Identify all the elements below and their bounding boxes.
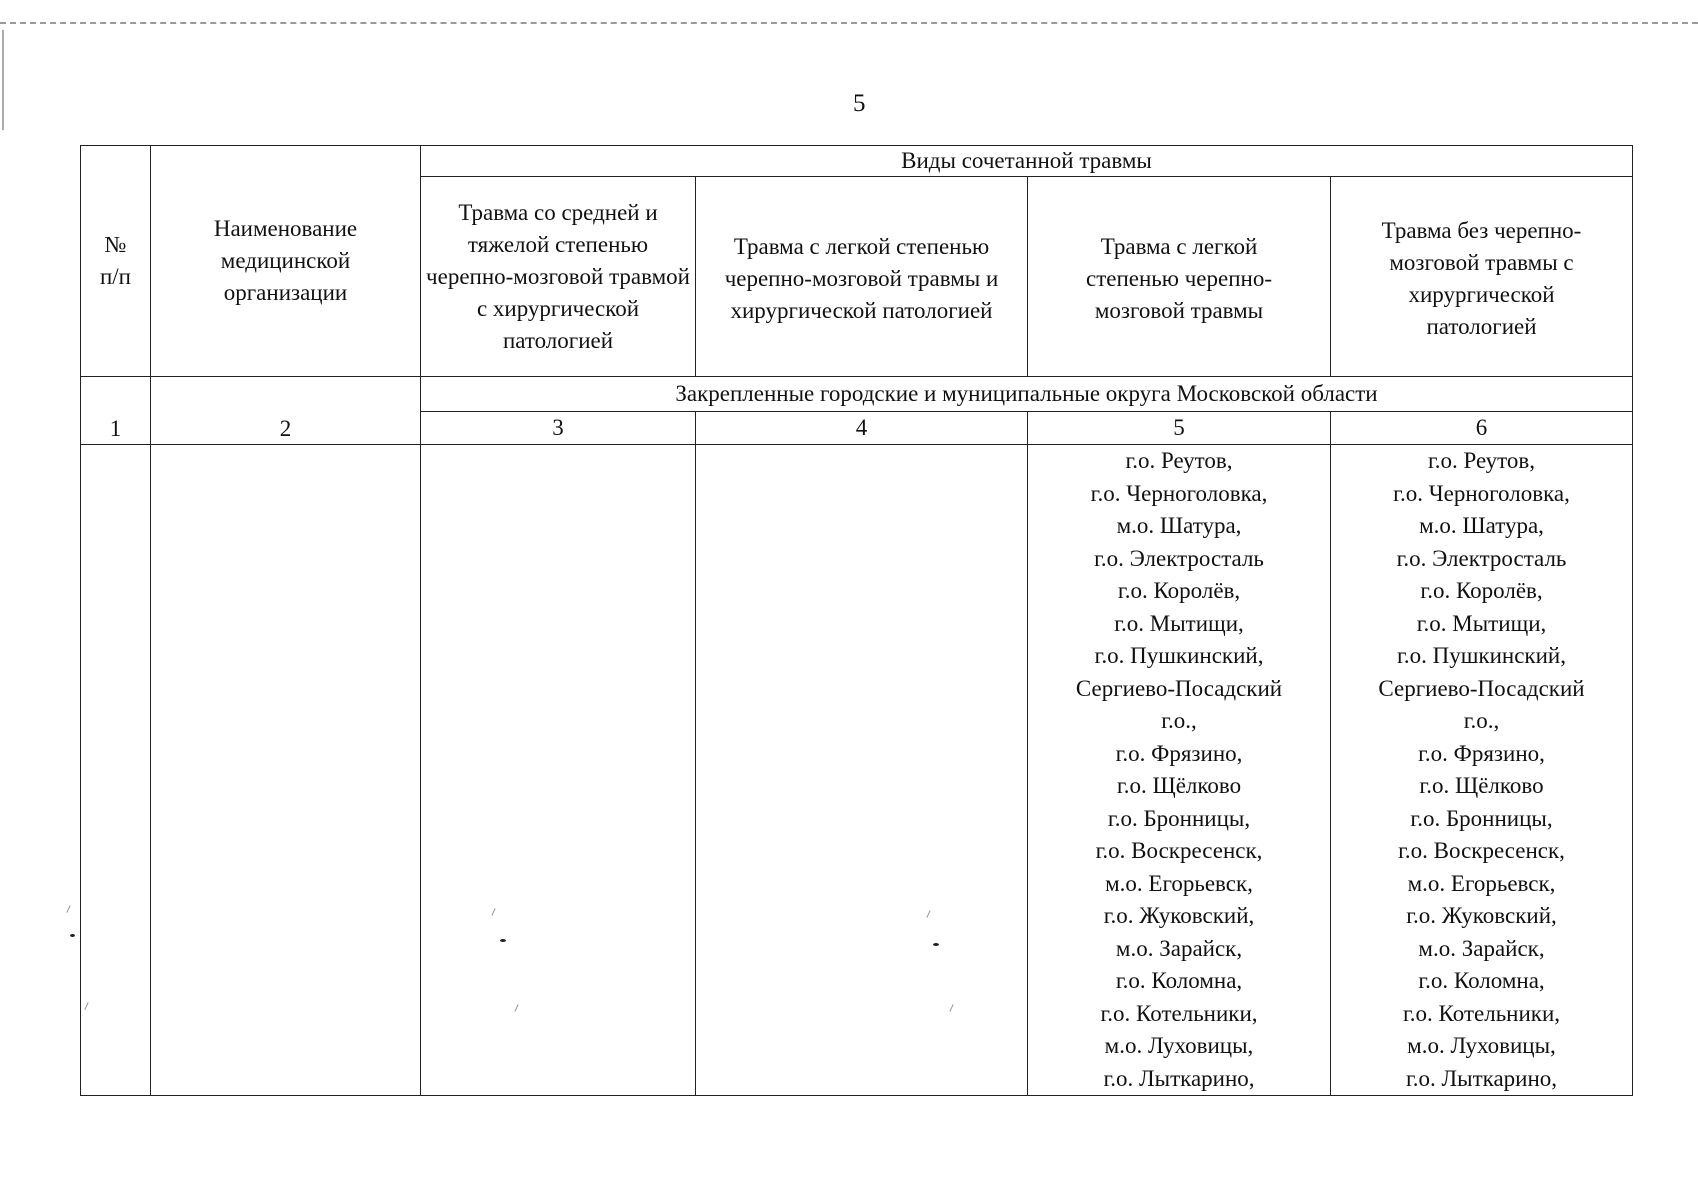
list-item: г.о. Реутов, (1427, 448, 1536, 473)
list-item: г.о. Электросталь (1094, 545, 1264, 571)
list-item: г.о. Лыткарино, (1405, 1065, 1558, 1091)
list-item: г.о. Фрязино, (1115, 740, 1243, 766)
list-item: м.о. Егорьевск, (1105, 870, 1253, 896)
list-item: м.о. Зарайск, (1418, 935, 1545, 961)
scan-mark (66, 905, 70, 913)
list-item: м.о. Егорьевск, (1407, 870, 1556, 896)
list-item: г.о. Реутов, (1125, 448, 1233, 473)
trauma-distribution-table (80, 145, 1633, 1096)
list-item: г.о. Бронницы, (1410, 805, 1553, 831)
list-item: г.о. Котельники, (1100, 1000, 1258, 1026)
list-item: г.о., (1463, 708, 1500, 733)
list-item: г.о. Фрязино, (1418, 740, 1545, 766)
list-item: м.о. Луховицы, (1407, 1033, 1556, 1058)
list-item: г.о. Щёлково (1116, 773, 1242, 798)
cell-col4 (696, 445, 1028, 1096)
col-number-6: 6 (1331, 412, 1633, 445)
list-item: г.о. Пушкинский, (1094, 643, 1264, 668)
data-row (81, 445, 1633, 1096)
cell-col5 (1028, 445, 1331, 1096)
header-num: № п/п (81, 146, 151, 377)
scan-left-edge (2, 30, 4, 130)
list-item: г.о. Воскресенск, (1095, 838, 1263, 863)
list-item: г.о. Черноголовка, (1090, 480, 1268, 506)
list-item: г.о. Электросталь (1396, 545, 1567, 571)
header-col4: Травма с легкой степенью черепно-мозговой травмы и хирургической патологией (696, 177, 1028, 377)
col-number-5: 5 (1028, 412, 1331, 445)
scan-top-edge (0, 22, 1698, 24)
cell-col6 (1331, 445, 1633, 1096)
page-number: 5 (853, 90, 866, 117)
list-item: м.о. Шатура, (1116, 513, 1242, 538)
list-item: г.о., (1161, 708, 1197, 733)
list-item: г.о. Коломна, (1418, 968, 1545, 993)
col-number-3: 3 (421, 412, 696, 445)
list-item: г.о. Котельники, (1402, 1000, 1561, 1026)
cell-num (81, 445, 151, 1096)
col-number-2: 2 (151, 377, 421, 445)
cell-col3 (421, 445, 696, 1096)
list-item: г.о. Пушкинский, (1397, 643, 1566, 668)
list-item: г.о. Королёв, (1420, 578, 1543, 603)
scan-speck (500, 939, 506, 942)
list-item: м.о. Зарайск, (1115, 935, 1243, 961)
cell-org-name (151, 445, 421, 1096)
col-number-1: 1 (81, 377, 151, 445)
list-item: г.о. Мытищи, (1416, 610, 1547, 636)
header-org-name: Наименование медицинской организации (151, 146, 421, 377)
list-item: г.о. Бронницы, (1107, 805, 1251, 831)
list-item: г.о. Жуковский, (1406, 903, 1557, 928)
header-col3: Травма со средней и тяжелой степенью черепно-мозговой травмой с хирургической патологией (421, 177, 696, 377)
header-col6: Травма без черепно-мозговой травмы с хирургической патологией (1331, 177, 1633, 377)
list-item: г.о. Черноголовка, (1393, 480, 1570, 506)
subheader-districts: Закрепленные городские и муниципальные округа Московской области (421, 377, 1633, 412)
list-item: г.о. Лыткарино, (1103, 1065, 1255, 1091)
subheader-row (81, 377, 1633, 412)
list-item: г.о. Жуковский, (1103, 903, 1255, 928)
list-item: г.о. Щёлково (1419, 773, 1544, 798)
header-trauma-types: Виды сочетанной травмы (421, 146, 1633, 177)
scan-speck (933, 943, 939, 946)
list-item: Сергиево-Посадский (1075, 675, 1283, 701)
list-item: г.о. Коломна, (1115, 968, 1243, 993)
scan-speck (70, 934, 75, 937)
list-item: г.о. Воскресенск, (1398, 838, 1565, 863)
list-item: Сергиево-Посадский (1378, 675, 1585, 701)
list-item: м.о. Шатура, (1419, 513, 1544, 538)
col-number-4: 4 (696, 412, 1028, 445)
header-row-group (81, 146, 1633, 177)
list-item: г.о. Мытищи, (1114, 610, 1244, 636)
header-col5: Травма с легкой степенью черепно-мозговой травмы (1028, 177, 1331, 377)
list-item: г.о. Королёв, (1117, 578, 1241, 603)
list-item: м.о. Луховицы, (1104, 1033, 1254, 1058)
